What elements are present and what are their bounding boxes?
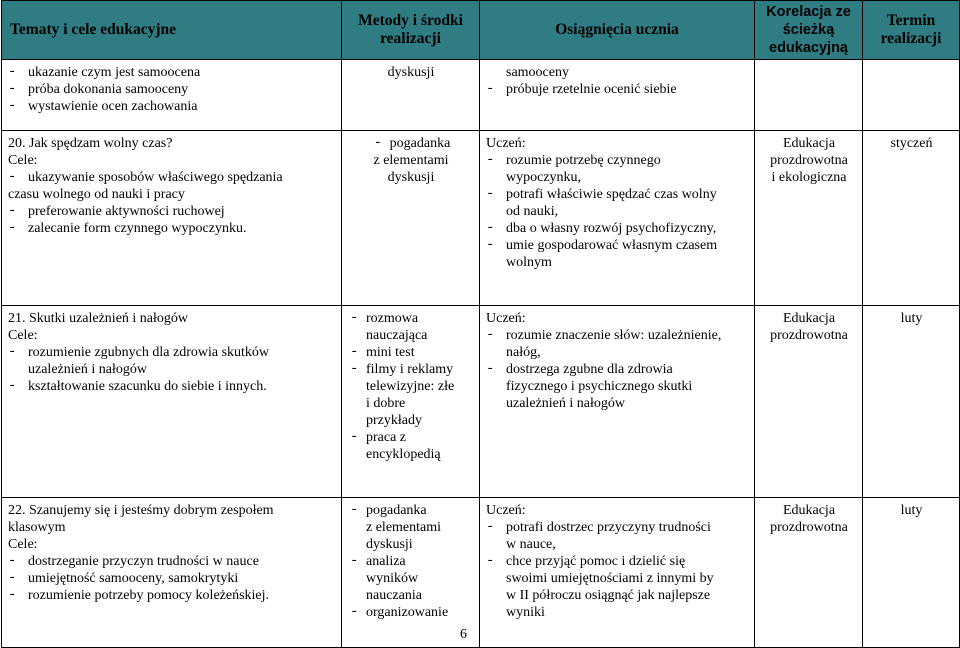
method-item: - praca z	[348, 429, 474, 446]
method-item-continuation: z elementami	[366, 520, 442, 535]
achievement-item-continuation: wolnym	[506, 255, 552, 270]
achievements-cell	[480, 306, 755, 498]
lesson-title: 20. Jak spędzam wolny czas?	[8, 136, 173, 151]
goal-item: - rozumienie potrzeby pomocy koleżeńskiej.	[8, 587, 336, 604]
method-item-continuation: nauczania	[366, 588, 422, 603]
achievement-item: - dostrzega zgubne dla zdrowia	[486, 361, 749, 378]
correlation-line: Edukacja	[782, 503, 836, 518]
goal-item: - umiejętność samooceny, samokrytyki	[8, 570, 336, 587]
method-item-continuation: dyskusji	[366, 537, 413, 552]
method-item: - pogadanka	[372, 135, 451, 152]
goals-label: Cele:	[8, 153, 38, 168]
method-item: - pogadanka	[348, 502, 474, 519]
header-term-line: Termin	[886, 12, 936, 29]
achievement-item: - potrafi właściwie spędzać czas wolny	[486, 186, 749, 203]
page-number: 6	[460, 627, 467, 642]
methods-cell	[342, 60, 480, 131]
achievement-item-continuation: wyniki	[506, 605, 545, 620]
lesson-title-continuation: klasowym	[8, 520, 66, 535]
topics-cell	[2, 131, 342, 306]
topics-cell	[2, 498, 342, 648]
achievement-item-continuation: swoimi umiejętnościami z innymi by	[506, 571, 714, 586]
achievement-item: - próbuje rzetelnie ocenić siebie	[486, 81, 749, 98]
correlation-line: Edukacja	[782, 311, 836, 326]
table-row-20	[2, 131, 960, 306]
term-text: luty	[900, 311, 923, 326]
header-term-line: realizacji	[880, 30, 942, 47]
correlation-line: i ekologiczna	[771, 170, 847, 185]
term-text: styczeń	[890, 136, 933, 151]
method-item-continuation: nauczająca	[366, 328, 428, 343]
method-item: - analiza	[348, 553, 474, 570]
methods-cell	[342, 498, 480, 648]
goal-item: - kształtowanie szacunku do siebie i innych.	[8, 378, 336, 395]
correlation-line: prozdrowotna	[770, 520, 848, 535]
goal-item: - wystawienie ocen zachowania	[8, 98, 336, 115]
achievement-item: - rozumie potrzebę czynnego	[486, 152, 749, 169]
header-term	[863, 1, 960, 60]
method-text: dyskusji	[387, 65, 435, 80]
goal-item: - ukazywanie sposobów właściwego spędzania	[8, 169, 336, 186]
method-item: - organizowanie	[348, 604, 474, 621]
goal-item: - rozumienie zgubnych dla zdrowia skutków	[8, 344, 336, 361]
achievement-item-continuation: fizycznego i psychicznego skutki	[506, 379, 693, 394]
method-item-continuation: encyklopedią	[366, 447, 441, 462]
term-cell	[863, 306, 960, 498]
method-item-continuation: z elementami	[373, 153, 449, 168]
achievement-item-continuation: uzależnień i nałogów	[506, 396, 625, 411]
methods-cell	[342, 306, 480, 498]
header-methods	[342, 1, 480, 60]
lesson-plan-table	[1, 0, 960, 648]
header-methods-line: realizacji	[380, 30, 441, 47]
correlation-line: Edukacja	[782, 136, 836, 151]
table-header	[2, 1, 960, 60]
achievement-item-continuation: nałóg,	[506, 345, 541, 360]
topics-cell	[2, 60, 342, 131]
methods-cell	[342, 131, 480, 306]
header-topics: Tematy i cele edukacyjne	[2, 1, 342, 60]
method-item-continuation: dyskusji	[387, 170, 435, 185]
correlation-line: prozdrowotna	[770, 328, 848, 343]
achievements-cell	[480, 60, 755, 131]
table-row-21	[2, 306, 960, 498]
achievements-label: Uczeń:	[486, 311, 526, 326]
correlation-cell	[755, 60, 863, 131]
header-achievements: Osiągnięcia ucznia	[480, 1, 755, 60]
goal-item-continuation: czasu wolnego od nauki i pracy	[8, 187, 185, 202]
achievement-item: - dba o własny rozwój psychofizyczny,	[486, 220, 749, 237]
table-row-22	[2, 498, 960, 648]
table-row-continued	[2, 60, 960, 131]
achievements-cell	[480, 498, 755, 648]
goals-label: Cele:	[8, 537, 38, 552]
method-item-continuation: telewizyjne: złe	[366, 379, 455, 394]
achievements-cell	[480, 131, 755, 306]
lesson-title: 22. Szanujemy się i jesteśmy dobrym zespołem	[8, 503, 274, 518]
header-correlation-line: ścieżką	[782, 22, 835, 38]
goal-item: - zalecanie form czynnego wypoczynku.	[8, 220, 336, 237]
method-item-continuation: i dobre	[366, 396, 406, 411]
achievement-item-continuation: w II półroczu osiągnąć jak najlepsze	[506, 588, 711, 603]
achievements-label: Uczeń:	[486, 503, 526, 518]
correlation-cell	[755, 498, 863, 648]
achievement-item-continuation: w nauce,	[506, 537, 556, 552]
header-correlation-line: Korelacja ze	[766, 4, 851, 20]
goal-item: - próba dokonania samooceny	[8, 81, 336, 98]
header-correlation-line: edukacyjną	[769, 40, 848, 56]
achievement-text: samooceny	[506, 65, 569, 80]
term-cell	[863, 498, 960, 648]
achievement-item: - potrafi dostrzec przyczyny trudności	[486, 519, 749, 536]
topics-cell	[2, 306, 342, 498]
term-cell	[863, 60, 960, 131]
goal-item: - preferowanie aktywności ruchowej	[8, 203, 336, 220]
term-cell	[863, 131, 960, 306]
goal-item: - ukazanie czym jest samoocena	[8, 64, 336, 81]
achievement-item-continuation: wypoczynku,	[506, 170, 582, 185]
lesson-title: 21. Skutki uzależnień i nałogów	[8, 311, 189, 326]
method-item: - filmy i reklamy	[348, 361, 474, 378]
header-methods-line: Metody i środki	[358, 12, 463, 29]
method-item-continuation: przykłady	[366, 413, 422, 428]
achievement-item-continuation: od nauki,	[506, 204, 559, 219]
method-item: - rozmowa	[348, 310, 474, 327]
method-item: - mini test	[348, 344, 474, 361]
goals-label: Cele:	[8, 328, 38, 343]
correlation-cell	[755, 306, 863, 498]
achievement-item: - umie gospodarować własnym czasem	[486, 237, 749, 254]
term-text: luty	[900, 503, 923, 518]
achievements-label: Uczeń:	[486, 136, 526, 151]
correlation-line: prozdrowotna	[770, 153, 848, 168]
goal-item-continuation: uzależnień i nałogów	[28, 362, 147, 377]
method-item-continuation: wyników	[366, 571, 419, 586]
goal-item: - dostrzeganie przyczyn trudności w nauce	[8, 553, 336, 570]
achievement-item: - chce przyjąć pomoc i dzielić się	[486, 553, 749, 570]
achievement-item: - rozumie znaczenie słów: uzależnienie,	[486, 327, 749, 344]
header-correlation	[755, 1, 863, 60]
correlation-cell	[755, 131, 863, 306]
